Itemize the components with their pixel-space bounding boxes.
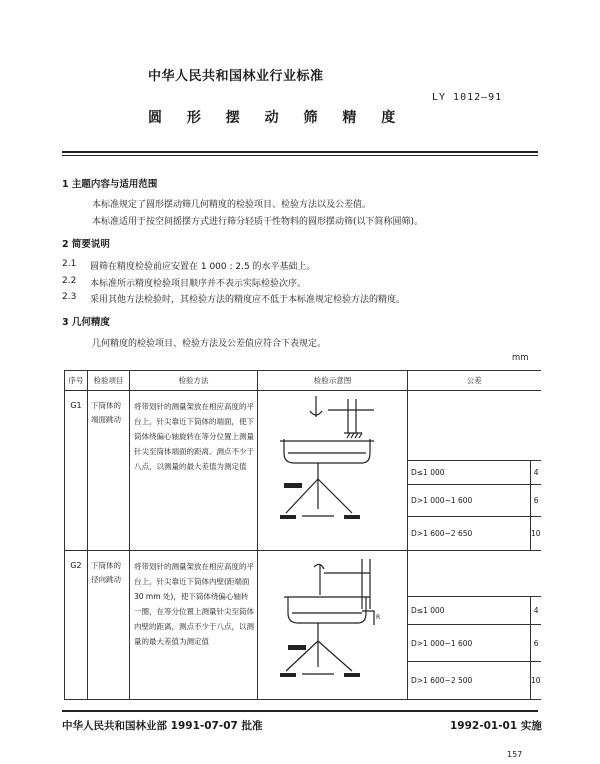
header-rule-thin	[62, 155, 538, 156]
row-g2-diagram	[258, 551, 408, 700]
section-1-heading: 1 主题内容与适用范围	[62, 179, 158, 190]
row-g1-method: 将带划针的测量架放在相应高度的平台上，针尖靠近下筒体的端面，使下筒体绕偏心轴旋转在等分位置上测量针尖至筒体端面的距离。测点不少于八点，以测量的最大差值为测定值	[130, 391, 258, 551]
implementation-line: 1992-01-01 实施	[450, 720, 542, 732]
clause-2-3-number: 2.3	[62, 292, 77, 302]
row-g2-method: 将带划针的测量架放在相应高度的平台上，针尖靠近下筒体内壁(距端面 30 mm 处)，使下筒体绕偏心轴转一圈，在等分位置上测量针尖至筒体内壁的距离，测点不少于八点，以测量的最大差值为测定值	[130, 551, 258, 700]
clause-2-1-text: 圆筛在精度检验前应安置在 1 000 : 2.5 的水平基础上。	[90, 262, 316, 272]
table-row	[65, 551, 541, 597]
clause-2-2-number: 2.2	[62, 276, 77, 286]
row-g2-tol-2-val: 6	[531, 625, 541, 661]
row-g2-item: 下筒体的径向跳动	[88, 551, 130, 700]
g2-diagram-figure	[258, 551, 408, 697]
row-g1-tol-3-cond: D>1 600~2 650	[408, 517, 531, 551]
header-method: 检验方法	[130, 371, 258, 391]
header-item: 检验项目	[88, 371, 130, 391]
clause-2-3-text: 采用其他方法检验时，其检验方法的精度应不低于本标准规定检验方法的精度。	[90, 295, 406, 305]
row-g2-tol-1-val: 4	[531, 597, 541, 625]
clause-2-1-number: 2.1	[62, 259, 77, 269]
row-g2-tol-2-cond: D>1 000~1 600	[408, 625, 531, 661]
row-g2-tol-1-cond: D≤1 000	[408, 597, 531, 625]
row-g2-tol-3-val: 10	[531, 661, 541, 699]
section-3-intro: 几何精度的检验项目、检验方法及公差值应符合下表规定。	[92, 339, 327, 349]
footer-rule	[62, 710, 538, 712]
header-no: 序号	[65, 371, 88, 391]
row-g2-tol-3-cond: D>1 600~2 500	[408, 661, 531, 699]
row-g2-tol-blank	[408, 551, 541, 597]
header-tolerance: 公差	[408, 371, 541, 391]
tolerance-table	[64, 370, 541, 700]
row-g1-tol-2-cond: D>1 000~1 600	[408, 485, 531, 517]
row-g1-tol-1-cond: D≤1 000	[408, 461, 531, 485]
section-3-heading: 3 几何精度	[62, 317, 110, 328]
unit-label: mm	[512, 353, 529, 363]
g1-diagram-figure	[258, 391, 408, 537]
section-2-heading: 2 简要说明	[62, 239, 110, 250]
row-g1-tol-1-val: 4	[531, 461, 541, 485]
row-g1-tol-3-val: 10	[531, 517, 541, 551]
row-g1-diagram	[258, 391, 408, 551]
row-g1-tol-blank	[408, 391, 541, 461]
row-g1-tol-2-val: 6	[531, 485, 541, 517]
approval-line: 中华人民共和国林业部 1991-07-07 批准	[62, 720, 263, 732]
table-header-row	[65, 371, 541, 391]
document-title: 圆 形 摆 动 筛 精 度	[148, 110, 406, 126]
page-number: 157	[507, 750, 523, 759]
header-diagram: 检验示意图	[258, 371, 408, 391]
header-rule-thick	[62, 151, 538, 153]
row-g1-no: G1	[65, 391, 88, 551]
row-g2-no: G2	[65, 551, 88, 700]
clause-2-2-text: 本标准所示精度检验项目顺序并不表示实际检验次序。	[90, 279, 307, 289]
section-1-para-2: 本标准适用于按空间摇摆方式进行筛分轻质干性物料的圆形摆动筛(以下简称圆筛)。	[92, 217, 424, 227]
section-1-para-1: 本标准规定了圆形摆动筛几何精度的检验项目、检验方法以及公差值。	[92, 200, 372, 210]
svg-text:R: R	[376, 614, 381, 621]
standard-code: LY 1012—91	[432, 92, 503, 103]
standard-org-title: 中华人民共和国林业行业标准	[148, 69, 324, 84]
row-g1-item: 下筒体的端面跳动	[88, 391, 130, 551]
table-row	[65, 391, 541, 461]
